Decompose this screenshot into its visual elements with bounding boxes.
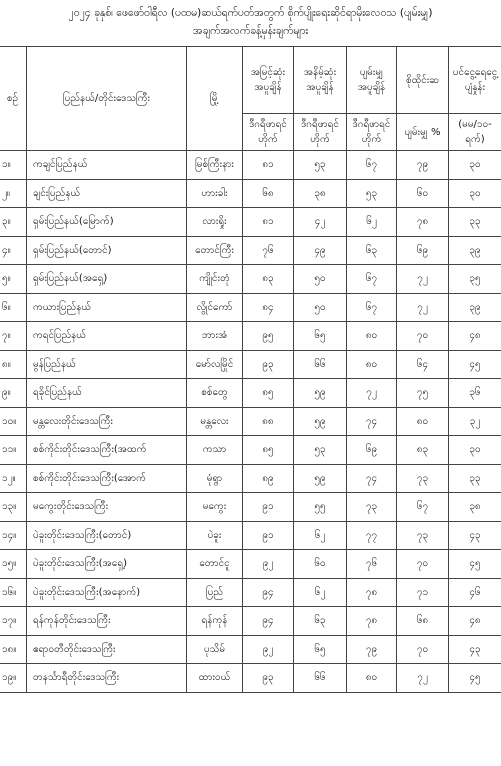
header-city: မြို့	[187, 47, 243, 151]
table-row	[0, 293, 501, 322]
cell-region: ပဲခူးတိုင်းဒေသကြီး(တောင်)	[27, 521, 187, 550]
cell-humidity: ၆၇	[397, 493, 449, 522]
cell-min-temp: ၅၃	[294, 436, 347, 465]
cell-humidity: ၆၉	[397, 236, 449, 265]
cell-max-temp: ၈၃	[243, 265, 294, 294]
unit-avg-temp: ဒီဂရီဖာရင် ဟိုက်	[347, 114, 397, 151]
cell-avg-temp: ၈၀	[347, 322, 397, 351]
cell-humidity: ၈၀	[397, 407, 449, 436]
cell-avg-temp: ၇၇	[347, 521, 397, 550]
cell-humidity: ၆၀	[397, 179, 449, 208]
cell-region: ချင်းပြည်နယ်	[27, 179, 187, 208]
cell-avg-temp: ၈၀	[347, 664, 397, 693]
cell-min-temp: ၆၆	[294, 350, 347, 379]
cell-evaporation: ၃၀	[449, 151, 501, 180]
cell-region: မကွေးတိုင်းဒေသကြီး	[27, 493, 187, 522]
table-row	[0, 350, 501, 379]
cell-city: တောင်ငူ	[187, 550, 243, 579]
cell-min-temp: ၅၀	[294, 265, 347, 294]
table-row	[0, 436, 501, 465]
cell-max-temp: ၉၄	[243, 607, 294, 636]
cell-evaporation: ၃၃	[449, 208, 501, 237]
cell-max-temp: ၉၄	[243, 578, 294, 607]
cell-avg-temp: ၇၄	[347, 407, 397, 436]
header-evaporation: ပင်ငွေ့ရေငွေ့ ပျံနှုန်း	[449, 47, 501, 114]
cell-city: မုံရွာ	[187, 464, 243, 493]
cell-humidity: ၇၅	[397, 379, 449, 408]
cell-max-temp: ၉၂	[243, 635, 294, 664]
cell-min-temp: ၆၂	[294, 521, 347, 550]
cell-no: ၁၃။	[0, 493, 27, 522]
cell-evaporation: ၄၃	[449, 521, 501, 550]
cell-city: ဟားခါး	[187, 179, 243, 208]
cell-max-temp: ၈၅	[243, 436, 294, 465]
cell-min-temp: ၅၀	[294, 293, 347, 322]
cell-evaporation: ၃၀	[449, 179, 501, 208]
cell-city: လားရှိုး	[187, 208, 243, 237]
cell-max-temp: ၉၂	[243, 550, 294, 579]
cell-no: ၄။	[0, 236, 27, 265]
cell-max-temp: ၈၈	[243, 407, 294, 436]
cell-city: ရန်ကုန်	[187, 607, 243, 636]
cell-city: ပုသိမ်	[187, 635, 243, 664]
cell-city: စစ်တွေ	[187, 379, 243, 408]
cell-min-temp: ၆၅	[294, 322, 347, 351]
cell-humidity: ၇၀	[397, 635, 449, 664]
cell-city: ပြည်	[187, 578, 243, 607]
cell-city: လွိုင်ကော်	[187, 293, 243, 322]
cell-region: တနင်္သာရီတိုင်းဒေသကြီး	[27, 664, 187, 693]
cell-evaporation: ၄၈	[449, 607, 501, 636]
table-row	[0, 550, 501, 579]
cell-max-temp: ၈၁	[243, 208, 294, 237]
cell-evaporation: ၄၆	[449, 578, 501, 607]
cell-evaporation: ၄၃	[449, 635, 501, 664]
cell-humidity: ၇၃	[397, 521, 449, 550]
cell-max-temp: ၇၆	[243, 236, 294, 265]
table-row	[0, 322, 501, 351]
cell-max-temp: ၉၃	[243, 350, 294, 379]
cell-region: ဧရာဝတီတိုင်းဒေသကြီး	[27, 635, 187, 664]
cell-no: ၈။	[0, 350, 27, 379]
cell-city: ပဲခူး	[187, 521, 243, 550]
cell-region: ရှမ်းပြည်နယ်(အရှေ့)	[27, 265, 187, 294]
cell-city: ထားဝယ်	[187, 664, 243, 693]
unit-evaporation: (မမ/၁၀-ရက်)	[449, 114, 501, 151]
cell-no: ၁၂။	[0, 464, 27, 493]
cell-min-temp: ၆၂	[294, 578, 347, 607]
cell-region: ရှမ်းပြည်နယ်(တောင်)	[27, 236, 187, 265]
cell-max-temp: ၈၁	[243, 151, 294, 180]
table-row	[0, 493, 501, 522]
cell-avg-temp: ၅၃	[347, 179, 397, 208]
cell-region: ကချင်ပြည်နယ်	[27, 151, 187, 180]
cell-evaporation: ၃၃	[449, 464, 501, 493]
cell-min-temp: ၆၃	[294, 607, 347, 636]
table-row	[0, 464, 501, 493]
cell-min-temp: ၃၈	[294, 179, 347, 208]
cell-evaporation: ၃၉	[449, 293, 501, 322]
cell-region: ရှမ်းပြည်နယ်(မြောက်)	[27, 208, 187, 237]
table-row	[0, 407, 501, 436]
cell-city: မန္တလေး	[187, 407, 243, 436]
cell-min-temp: ၅၃	[294, 151, 347, 180]
cell-no: ၁၈။	[0, 635, 27, 664]
cell-min-temp: ၅၅	[294, 493, 347, 522]
cell-no: ၁၇။	[0, 607, 27, 636]
cell-min-temp: ၄၂	[294, 208, 347, 237]
cell-min-temp: ၅၉	[294, 407, 347, 436]
cell-avg-temp: ၇၃	[347, 493, 397, 522]
table-row	[0, 151, 501, 180]
cell-humidity: ၇၂	[397, 293, 449, 322]
cell-region: ရန်ကုန်တိုင်းဒေသကြီး	[27, 607, 187, 636]
title-line-2: အချက်အလက်ခန့်မှန်းချက်များ	[192, 25, 309, 37]
cell-humidity: ၇၂	[397, 664, 449, 693]
cell-no: ၁၉။	[0, 664, 27, 693]
cell-max-temp: ၉၁	[243, 493, 294, 522]
table-row	[0, 664, 501, 693]
cell-no: ၁၅။	[0, 550, 27, 579]
cell-avg-temp: ၆၇	[347, 293, 397, 322]
cell-humidity: ၆၄	[397, 350, 449, 379]
cell-max-temp: ၆၈	[243, 179, 294, 208]
cell-city: ကျိုင်းတုံ	[187, 265, 243, 294]
cell-humidity: ၇၈	[397, 208, 449, 237]
cell-region: စစ်ကိုင်းတိုင်းဒေသကြီး(အထက်	[27, 436, 187, 465]
table-row	[0, 379, 501, 408]
weather-forecast-table	[0, 46, 501, 693]
cell-avg-temp: ၆၂	[347, 208, 397, 237]
cell-max-temp: ၉၁	[243, 521, 294, 550]
cell-humidity: ၇၁	[397, 578, 449, 607]
unit-max-temp: ဒီဂရီဖာရင် ဟိုက်	[243, 114, 294, 151]
cell-evaporation: ၄၈	[449, 322, 501, 351]
cell-no: ၂။	[0, 179, 27, 208]
cell-avg-temp: ၆၉	[347, 436, 397, 465]
cell-avg-temp: ၇၈	[347, 578, 397, 607]
cell-region: ကရင်ပြည်နယ်	[27, 322, 187, 351]
cell-no: ၁၀။	[0, 407, 27, 436]
cell-evaporation: ၄၅	[449, 550, 501, 579]
cell-avg-temp: ၇၄	[347, 464, 397, 493]
cell-avg-temp: ၆၃	[347, 236, 397, 265]
header-humidity: စိုထိုင်းဆ	[397, 47, 449, 114]
cell-min-temp: ၆၅	[294, 635, 347, 664]
cell-min-temp: ၆၀	[294, 550, 347, 579]
cell-humidity: ၇၀	[397, 550, 449, 579]
header-no: စဉ်	[0, 47, 27, 151]
table-row	[0, 265, 501, 294]
table-body	[0, 151, 501, 693]
cell-humidity: ၇၉	[397, 151, 449, 180]
cell-min-temp: ၆၆	[294, 664, 347, 693]
cell-min-temp: ၅၉	[294, 464, 347, 493]
cell-city: မြစ်ကြီးနား	[187, 151, 243, 180]
header-avg-temp: ပျမ်းမျှ အပူချိန်	[347, 47, 397, 114]
cell-no: ၃။	[0, 208, 27, 237]
cell-max-temp: ၈၅	[243, 379, 294, 408]
cell-evaporation: ၃၂	[449, 407, 501, 436]
cell-avg-temp: ၇၉	[347, 635, 397, 664]
cell-max-temp: ၉၅	[243, 322, 294, 351]
cell-min-temp: ၅၉	[294, 379, 347, 408]
cell-region: ကယားပြည်နယ်	[27, 293, 187, 322]
cell-evaporation: ၃၅	[449, 265, 501, 294]
cell-humidity: ၇၀	[397, 322, 449, 351]
unit-humidity: ပျမ်းမျှ %	[397, 114, 449, 151]
table-row	[0, 635, 501, 664]
cell-min-temp: ၄၉	[294, 236, 347, 265]
cell-evaporation: ၃၆	[449, 379, 501, 408]
cell-city: မော်လမြိုင်	[187, 350, 243, 379]
cell-evaporation: ၃၀	[449, 436, 501, 465]
cell-city: တောင်ကြီး	[187, 236, 243, 265]
table-row	[0, 607, 501, 636]
cell-evaporation: ၃၉	[449, 236, 501, 265]
cell-no: ၁၄။	[0, 521, 27, 550]
cell-avg-temp: ၇၈	[347, 607, 397, 636]
table-row	[0, 578, 501, 607]
cell-humidity: ၇၂	[397, 265, 449, 294]
title-line-1: ၂၀၂၄ ခုနှစ်၊ ဖေဖော်ဝါရီလ (ပထမ)ဆယ်ရက်ပတ်အတွက် စိုက်ပျိုးရေးဆိုင်ရာမိုးလေဝသ (ပျမ်းမျှ)	[68, 7, 433, 19]
cell-max-temp: ၉၃	[243, 664, 294, 693]
cell-humidity: ၈၃	[397, 436, 449, 465]
cell-avg-temp: ၈၀	[347, 350, 397, 379]
table-row	[0, 208, 501, 237]
cell-region: ပဲခူးတိုင်းဒေသကြီး(အနောက်)	[27, 578, 187, 607]
cell-region: ပဲခူးတိုင်းဒေသကြီး(အရှေ့)	[27, 550, 187, 579]
cell-humidity: ၆၈	[397, 607, 449, 636]
cell-city: ကသာ	[187, 436, 243, 465]
cell-no: ၁၆။	[0, 578, 27, 607]
cell-humidity: ၇၃	[397, 464, 449, 493]
cell-avg-temp: ၇၆	[347, 550, 397, 579]
cell-no: ၆။	[0, 293, 27, 322]
cell-city: မကွေး	[187, 493, 243, 522]
cell-max-temp: ၈၄	[243, 293, 294, 322]
cell-avg-temp: ၇၂	[347, 379, 397, 408]
cell-no: ၁၁။	[0, 436, 27, 465]
cell-no: ၉။	[0, 379, 27, 408]
cell-avg-temp: ၆၇	[347, 265, 397, 294]
cell-region: စစ်ကိုင်းတိုင်းဒေသကြီး(အောက်	[27, 464, 187, 493]
unit-min-temp: ဒီဂရီဖာရင် ဟိုက်	[294, 114, 347, 151]
cell-evaporation: ၃၈	[449, 493, 501, 522]
table-row	[0, 236, 501, 265]
header-region: ပြည်နယ်/တိုင်းဒေသကြီး	[27, 47, 187, 151]
table-row	[0, 521, 501, 550]
cell-avg-temp: ၆၇	[347, 151, 397, 180]
header-min-temp: အနိမ့်ဆုံး အပူချိန်	[294, 47, 347, 114]
cell-no: ၇။	[0, 322, 27, 351]
cell-city: ဘားအံ	[187, 322, 243, 351]
header-max-temp: အမြင့်ဆုံး အပူချိန်	[243, 47, 294, 114]
cell-region: မန္တလေးတိုင်းဒေသကြီး	[27, 407, 187, 436]
table-header	[0, 47, 501, 151]
cell-no: ၁။	[0, 151, 27, 180]
cell-region: မွန်ပြည်နယ်	[27, 350, 187, 379]
cell-no: ၅။	[0, 265, 27, 294]
document-title	[0, 0, 501, 42]
cell-evaporation: ၄၅	[449, 350, 501, 379]
cell-region: ရခိုင်ပြည်နယ်	[27, 379, 187, 408]
cell-evaporation: ၄၅	[449, 664, 501, 693]
table-row	[0, 179, 501, 208]
cell-max-temp: ၈၉	[243, 464, 294, 493]
